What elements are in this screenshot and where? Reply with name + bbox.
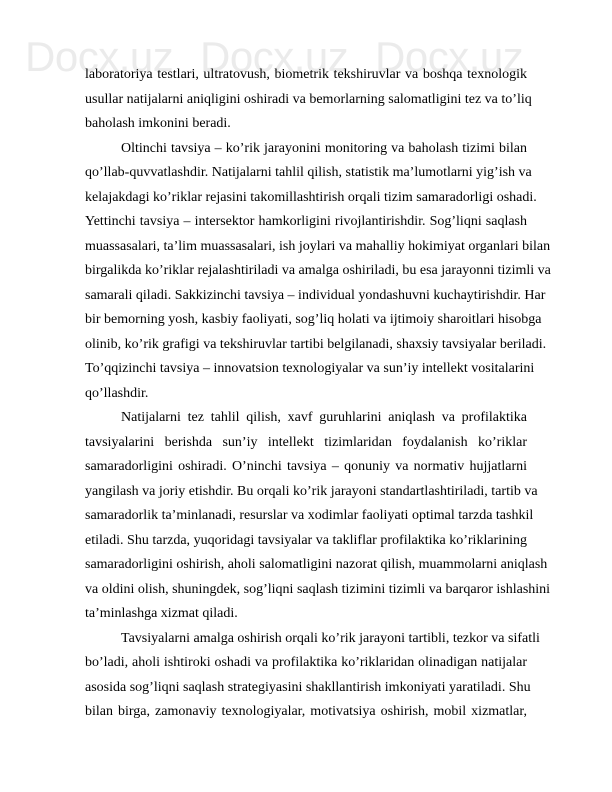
text-line: samaradorlik ta’minlanadi, resurslar va xodimlar faoliyati optimal tarzda tashkil <box>85 508 534 523</box>
text-line: Oltinchi tavsiya – ko’rik jarayonini monitoring va baholash tizimi bilan <box>121 140 527 156</box>
watermark: Docx.uz <box>200 33 349 80</box>
text-line: To’qqizinchi tavsiya – innovatsion texnologiyalar va sun’iy intellekt vositalarini <box>85 361 535 376</box>
text-line: muassasalari, ta’lim muassasalari, ish joylari va mahalliy hokimiyat organlari bilan <box>85 238 551 254</box>
text-line: bir bemorning yosh, kasbiy faoliyati, sog’liq holati va ijtimoiy sharoitlari hisobga <box>85 312 542 327</box>
text-line: va oldini olish, shuningdek, sog’liqni saqlash tizimini tizimli va barqaror ishlashini <box>85 581 551 597</box>
text-line: baholash imkonini beradi. <box>85 116 231 131</box>
text-line: qo’llab-quvvatlashdir. Natijalarni tahlil qilish, statistik ma’lumotlarni yig’ish va <box>85 165 532 180</box>
text-line: bilan birga, zamonaviy texnologiyalar, motivatsiya oshirish, mobil xizmatlar, <box>85 704 527 719</box>
text-line: etiladi. Shu tarzda, yuqoridagi tavsiyalar va takliflar profilaktika ko’riklarining <box>85 532 527 548</box>
text-line: samaradorligini oshiradi. O’ninchi tavsiya – qonuniy va normativ hujjatlarni <box>85 459 527 474</box>
text-line: ta’minlashga xizmat qiladi. <box>85 606 238 621</box>
text-line: laboratoriya testlari, ultratovush, biometrik tekshiruvlar va boshqa texnologik <box>85 67 527 82</box>
text-line: Yettinchi tavsiya – intersektor hamkorligini rivojlantirishdir. Sog’liqni saqlash <box>85 214 527 229</box>
text-line: kelajakdagi ko’riklar rejasini takomillashtirish orqali tizim samaradorligi oshadi. <box>85 189 537 205</box>
text-line: tavsiyalarini berishda sun’iy intellekt tizimlaridan foydalanish ko’riklar <box>85 434 527 450</box>
text-line: samaradorligini oshirish, aholi salomatligini nazorat qilish, muammolarni aniqlash <box>85 557 548 572</box>
watermark: Docx.uz <box>25 33 174 80</box>
text-line: asosida sog’liqni saqlash strategiyasini shakllantirish imkoniyati yaratiladi. Shu <box>85 679 531 695</box>
text-line: yangilash va joriy etishdir. Bu orqali ko’rik jarayoni standartlashtiriladi, tartib va <box>85 483 538 499</box>
text-line: samarali qiladi. Sakkizinchi tavsiya – individual yondashuvni kuchaytirishdir. Har <box>85 287 546 303</box>
text-line: Natijalarni tez tahlil qilish, xavf guruhlarini aniqlash va profilaktika <box>121 410 527 425</box>
text-line: Tavsiyalarni amalga oshirish orqali ko’rik jarayoni tartibli, tezkor va sifatli <box>121 630 540 646</box>
text-line: olinib, ko’rik grafigi va tekshiruvlar tartibi belgilanadi, shaxsiy tavsiyalar beriladi. <box>85 336 547 352</box>
text-line: qo’llashdir. <box>85 385 149 401</box>
text-line: usullar natijalarni aniqligini oshiradi va bemorlarning salomatligini tez va to’liq <box>85 91 532 107</box>
watermark: Docx.uz <box>375 33 524 80</box>
text-line: birgalikda ko’riklar rejalashtiriladi va amalga oshiriladi, bu esa jarayonni tizimli va <box>85 263 551 278</box>
text-line: bo’ladi, aholi ishtiroki oshadi va profilaktika ko’riklaridan olinadigan natijalar <box>85 655 527 670</box>
document-body <box>85 63 551 725</box>
